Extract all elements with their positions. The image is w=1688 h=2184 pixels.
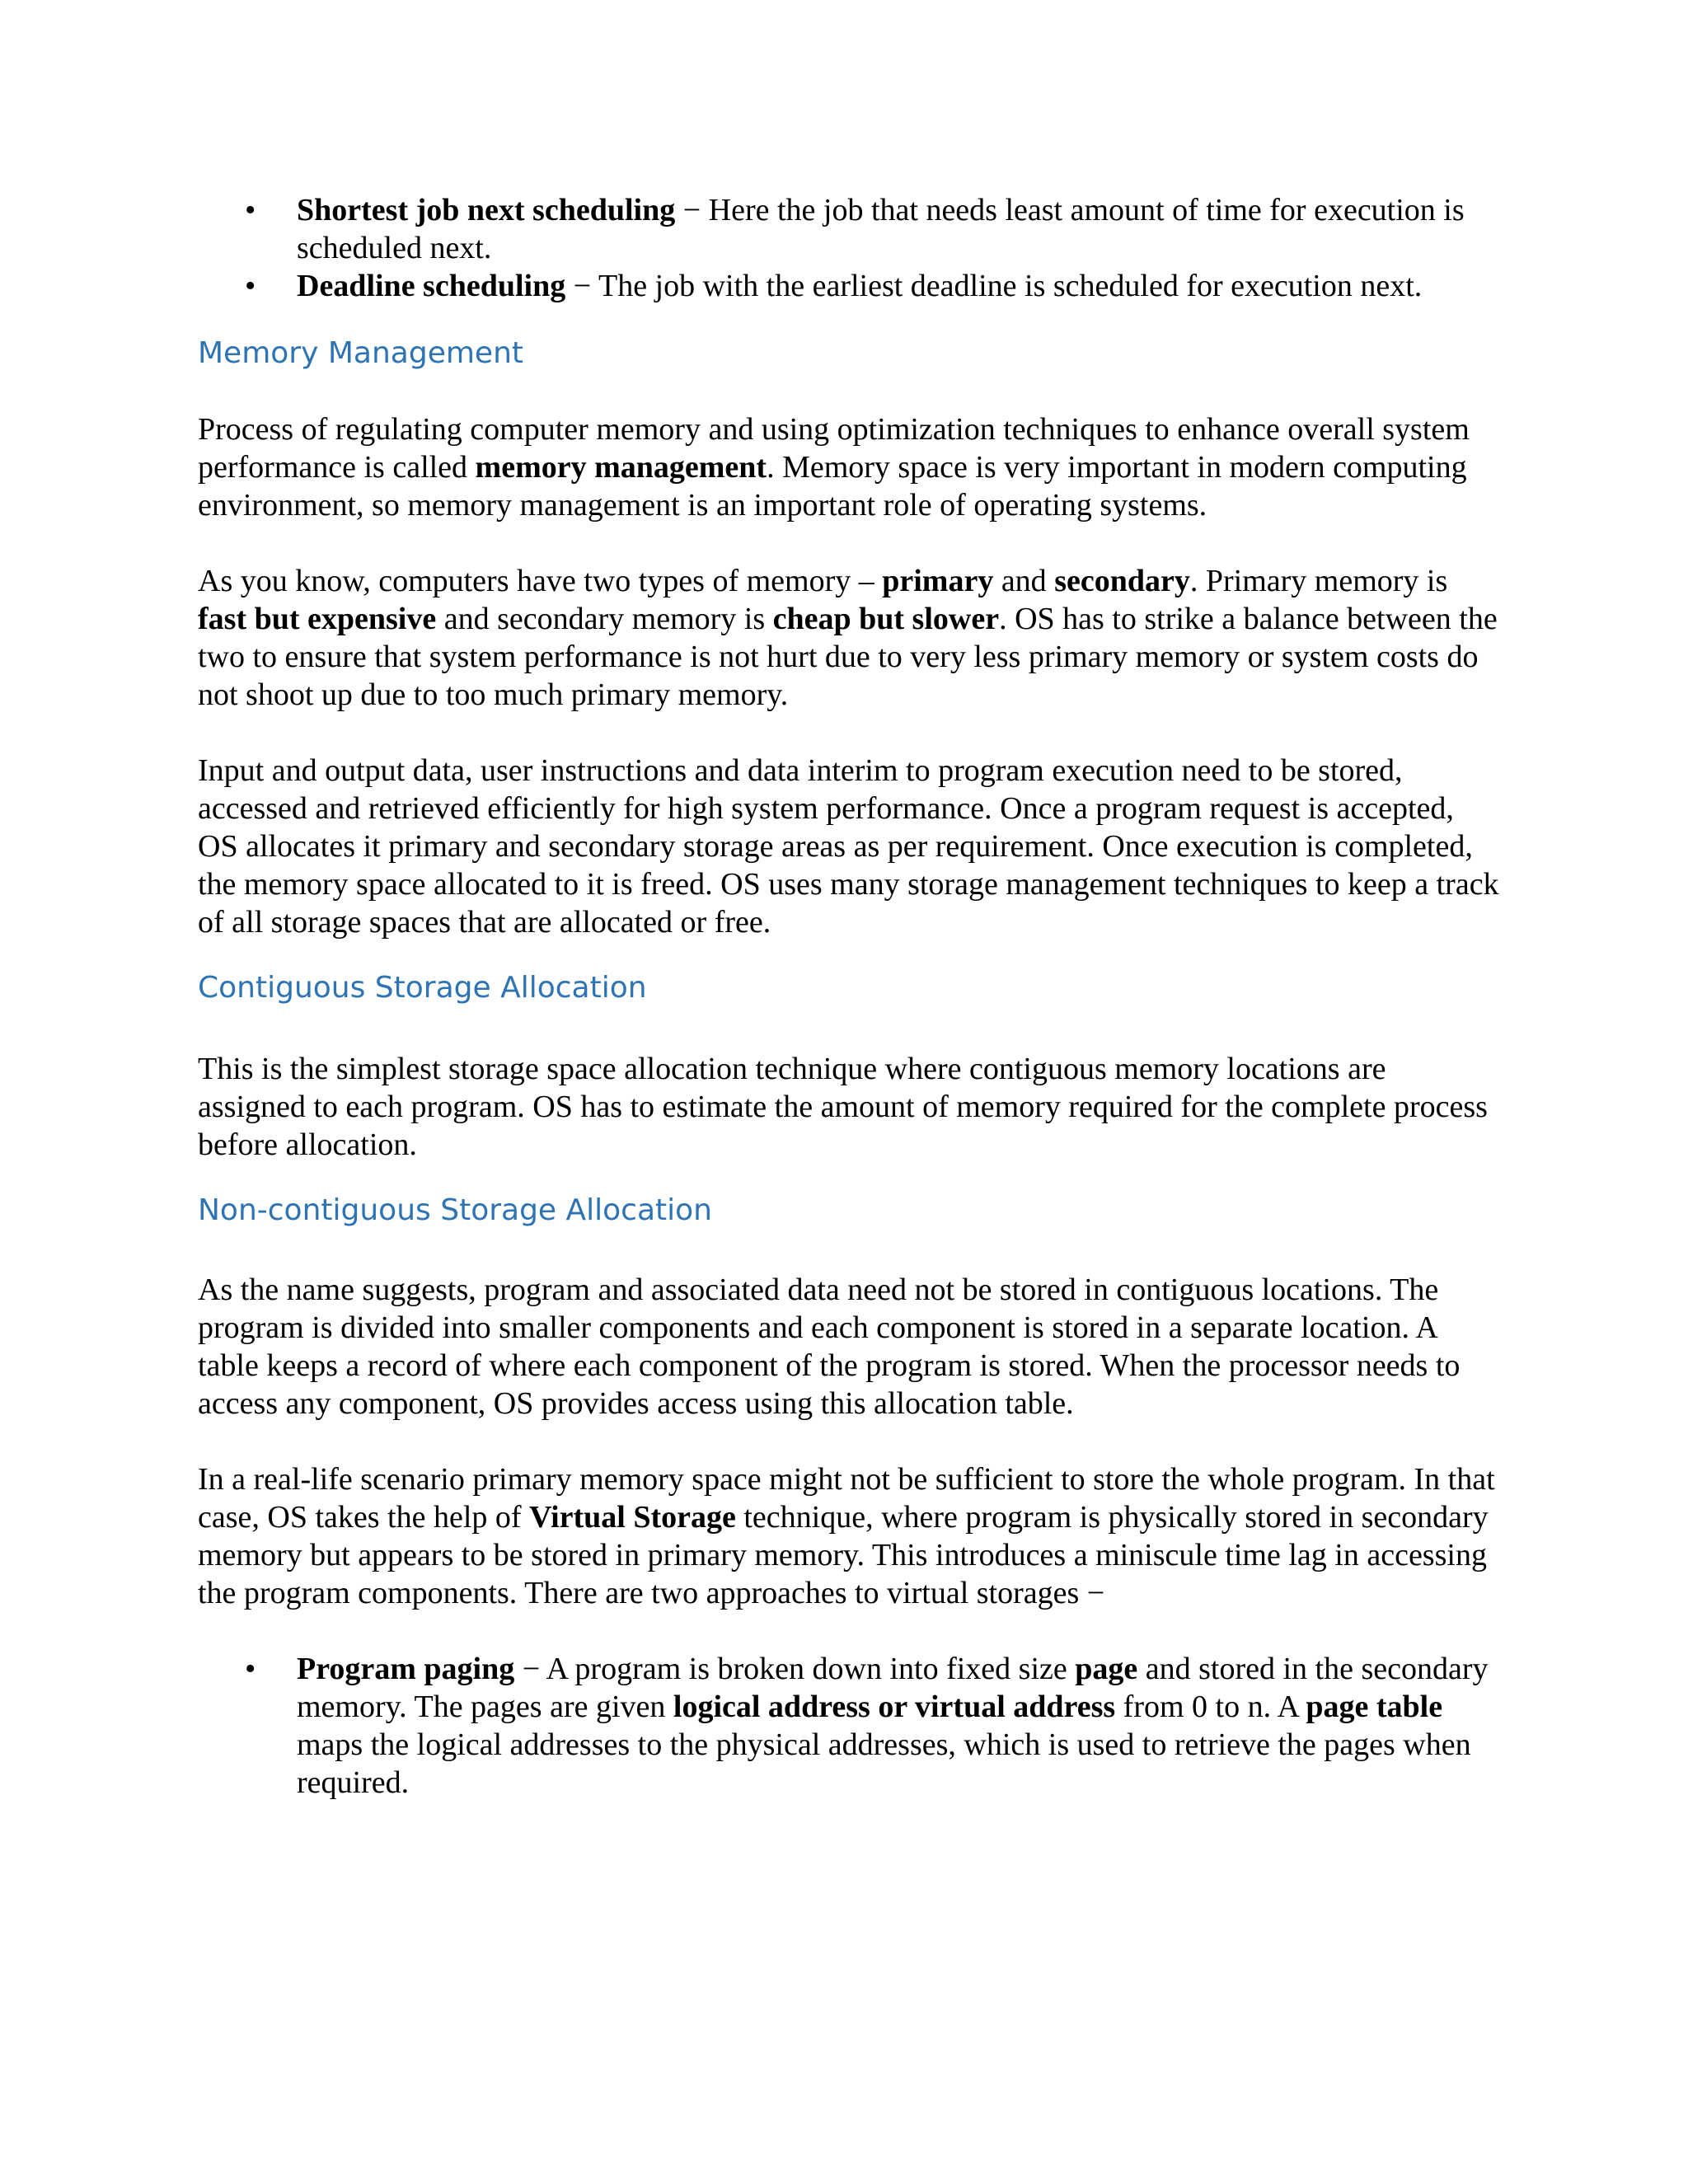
heading-contiguous-storage: Contiguous Storage Allocation: [198, 971, 647, 1005]
bullet-deadline-scheduling: [198, 267, 1500, 305]
document-page: [198, 191, 1500, 1802]
heading-memory-management: Memory Management: [198, 336, 523, 370]
paragraph-memory-types: As you know, computers have two types of memory – primary and secondary. Primary memory is fast but expensive and secondary memory is cheap but slower. OS has to strike a balance between the two to ensure that system performance is not hurt due to very less primary memory or system costs do not shoot up due to too much primary memory.: [198, 564, 1498, 712]
paragraph-contiguous-storage: This is the simplest storage space allocation technique where contiguous memory locations are assigned to each program. OS has to estimate the amount of memory required for the complete process before allocation.: [198, 1052, 1488, 1162]
term-shortest-job-next: Shortest job next scheduling: [297, 193, 676, 227]
definition-shortest-job-next: − Here the job that needs least amount of time for execution is scheduled next.: [297, 193, 1465, 265]
definition-deadline-scheduling: − The job with the earliest deadline is scheduled for execution next.: [565, 269, 1423, 303]
paragraph-virtual-storage: In a real-life scenario primary memory space might not be sufficient to store the whole program. In that case, OS takes the help of Virtual Storage technique, where program is physically stored in secondary memory but appears to be stored in primary memory. This introduces a miniscule time lag in accessing the program components. There are two approaches to virtual storages −: [198, 1462, 1495, 1610]
bullet-dot: •: [245, 193, 256, 227]
bullet-dot: •: [245, 1652, 256, 1686]
scheduling-bullet-list: [198, 191, 1500, 305]
paragraph-noncontiguous-storage: As the name suggests, program and associated data need not be stored in contiguous locations. The program is divided into smaller components and each component is stored in a separate location. A table keeps a record of where each component of the program is stored. When the processor needs to access any component, OS provides access using this allocation table.: [198, 1272, 1461, 1421]
heading-noncontiguous-storage: Non-contiguous Storage Allocation: [198, 1193, 712, 1227]
bullet-shortest-job-next: [198, 191, 1500, 267]
bullet-dot: •: [245, 269, 256, 303]
bullet-program-paging: • Program paging − A program is broken down into fixed size page and stored in the secondary memory. The pages are given logical address or virtual address from 0 to n. A page table maps the logical addresses to the physical addresses, which is used to retrieve the pages when required.: [245, 1652, 1489, 1800]
term-deadline-scheduling: Deadline scheduling: [297, 269, 566, 303]
paragraph-io-data-storage: Input and output data, user instructions and data interim to program execution need to be stored, accessed and retrieved efficiently for high system performance. Once a program request is accepted, OS allocates it primary and secondary storage areas as per requirement. Once execution is completed, the memory space allocated to it is freed. OS uses many storage management techniques to keep a track of all storage spaces that are allocated or free.: [198, 753, 1499, 940]
virtual-storage-bullet-list: [198, 1650, 1500, 1802]
paragraph-memory-management-intro: Process of regulating computer memory and using optimization techniques to enhance overall system performance is called memory management. Memory space is very important in modern computing environment, so memory management is an important role of operating systems.: [198, 412, 1470, 523]
